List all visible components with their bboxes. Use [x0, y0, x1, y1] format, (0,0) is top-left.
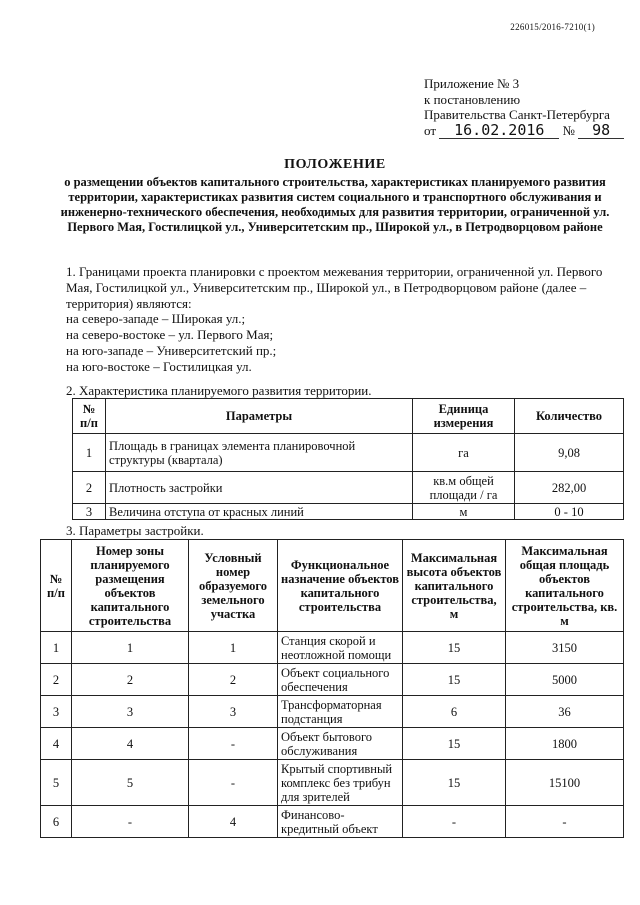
- cell-unit: м: [413, 504, 515, 520]
- development-characteristics-table: [72, 398, 624, 520]
- cell-zone: 3: [72, 696, 189, 728]
- table-header-row: [41, 540, 624, 632]
- cell-height: 6: [403, 696, 506, 728]
- cell-unit: га: [413, 434, 515, 472]
- cell-number: 3: [41, 696, 72, 728]
- from-label: от: [424, 122, 437, 138]
- table-row: [41, 664, 624, 696]
- cell-area: 5000: [506, 664, 624, 696]
- cell-zone: -: [72, 806, 189, 838]
- appendix-line-1: Приложение № 3: [424, 76, 520, 91]
- col-header-purpose: Функциональное назначение объектов капитального строительства: [278, 540, 403, 632]
- cell-number: 1: [73, 434, 106, 472]
- cell-purpose: Станция скорой и неотложной помощи: [278, 632, 403, 664]
- cell-area: 15100: [506, 760, 624, 806]
- cell-plot: 1: [189, 632, 278, 664]
- cell-number: 4: [41, 728, 72, 760]
- cell-height: -: [403, 806, 506, 838]
- cell-number: 3: [73, 504, 106, 520]
- cell-plot: -: [189, 728, 278, 760]
- col-header-number: № п/п: [73, 399, 106, 434]
- boundary-northwest: на северо-западе – Широкая ул.;: [66, 311, 246, 326]
- table-row: [73, 472, 624, 504]
- table-row: [73, 434, 624, 472]
- cell-area: -: [506, 806, 624, 838]
- cell-parameter: Величина отступа от красных линий: [106, 504, 413, 520]
- cell-purpose: Объект социального обеспечения: [278, 664, 403, 696]
- appendix-block: [424, 76, 624, 139]
- col-header-parameter: Параметры: [106, 399, 413, 434]
- cell-area: 1800: [506, 728, 624, 760]
- cell-height: 15: [403, 632, 506, 664]
- cell-height: 15: [403, 760, 506, 806]
- cell-purpose: Трансформаторная подстанция: [278, 696, 403, 728]
- col-header-unit: Единица измерения: [413, 399, 515, 434]
- appendix-line-3: Правительства Санкт-Петербурга: [424, 107, 610, 122]
- cell-area: 3150: [506, 632, 624, 664]
- table-row: [41, 696, 624, 728]
- cell-purpose: Объект бытового обслуживания: [278, 728, 403, 760]
- decree-date: 16.02.2016: [439, 123, 559, 140]
- boundaries-list: [66, 311, 276, 375]
- cell-zone: 4: [72, 728, 189, 760]
- cell-plot: 3: [189, 696, 278, 728]
- cell-quantity: 0 - 10: [515, 504, 624, 520]
- cell-height: 15: [403, 728, 506, 760]
- col-header-area: Максимальная общая площадь объектов капитального строительства, кв. м: [506, 540, 624, 632]
- cell-number: 5: [41, 760, 72, 806]
- cell-plot: 2: [189, 664, 278, 696]
- cell-purpose: Финансово-кредитный объект: [278, 806, 403, 838]
- cell-area: 36: [506, 696, 624, 728]
- col-header-quantity: Количество: [515, 399, 624, 434]
- table-row: [41, 806, 624, 838]
- number-label: №: [562, 122, 575, 138]
- cell-number: 2: [41, 664, 72, 696]
- decree-number: 98: [578, 123, 624, 140]
- col-header-plot: Условный номер образуемого земельного участка: [189, 540, 278, 632]
- appendix-date-line: [424, 120, 624, 140]
- table-row: [41, 632, 624, 664]
- table-row: [41, 728, 624, 760]
- cell-zone: 5: [72, 760, 189, 806]
- col-header-height: Максимальная высота объектов капитального строительства, м: [403, 540, 506, 632]
- cell-zone: 2: [72, 664, 189, 696]
- col-header-zone: Номер зоны планируемого размещения объектов капитального строительства: [72, 540, 189, 632]
- cell-plot: 4: [189, 806, 278, 838]
- section-3-title: 3. Параметры застройки.: [66, 523, 204, 538]
- document-subtitle: о размещении объектов капитального строительства, характеристиках планируемого развития территории, характеристиках развития систем социального и транспортного обслуживания и инженерно-технического обеспечения, необходимых для развития территории, ограниченной ул. Первого Мая, Гостилицкой ул., Университетским пр., Широкой ул., в Петродворцовом районе: [60, 175, 610, 234]
- boundary-southeast: на юго-востоке – Гостилицкая ул.: [66, 359, 252, 374]
- section-2-title: 2. Характеристика планируемого развития территории.: [66, 383, 372, 398]
- cell-plot: -: [189, 760, 278, 806]
- document-id: 226015/2016-7210(1): [510, 22, 595, 32]
- building-parameters-table: [40, 539, 624, 838]
- cell-number: 2: [73, 472, 106, 504]
- document-heading: [40, 157, 630, 235]
- cell-parameter: Площадь в границах элемента планировочной структуры (квартала): [106, 434, 413, 472]
- table-header-row: [73, 399, 624, 434]
- col-header-number: № п/п: [41, 540, 72, 632]
- appendix-line-2: к постановлению: [424, 91, 521, 107]
- cell-quantity: 9,08: [515, 434, 624, 472]
- cell-number: 1: [41, 632, 72, 664]
- cell-number: 6: [41, 806, 72, 838]
- cell-purpose: Крытый спортивный комплекс без трибун для зрителей: [278, 760, 403, 806]
- section-1-text: 1. Границами проекта планировки с проектом межевания территории, ограниченной ул. Первого Мая, Гостилицкой ул., Университетским пр., Широкой ул., в Петродворцовом районе (далее – территория) являются:: [66, 264, 603, 311]
- boundary-northeast: на северо-востоке – ул. Первого Мая;: [66, 327, 274, 342]
- cell-zone: 1: [72, 632, 189, 664]
- cell-unit: кв.м общей площади / га: [413, 472, 515, 504]
- document-title: ПОЛОЖЕНИЕ: [284, 157, 386, 172]
- cell-quantity: 282,00: [515, 472, 624, 504]
- table-row: [73, 504, 624, 520]
- table-row: [41, 760, 624, 806]
- cell-parameter: Плотность застройки: [106, 472, 413, 504]
- boundary-southwest: на юго-западе – Университетский пр.;: [66, 343, 277, 358]
- cell-height: 15: [403, 664, 506, 696]
